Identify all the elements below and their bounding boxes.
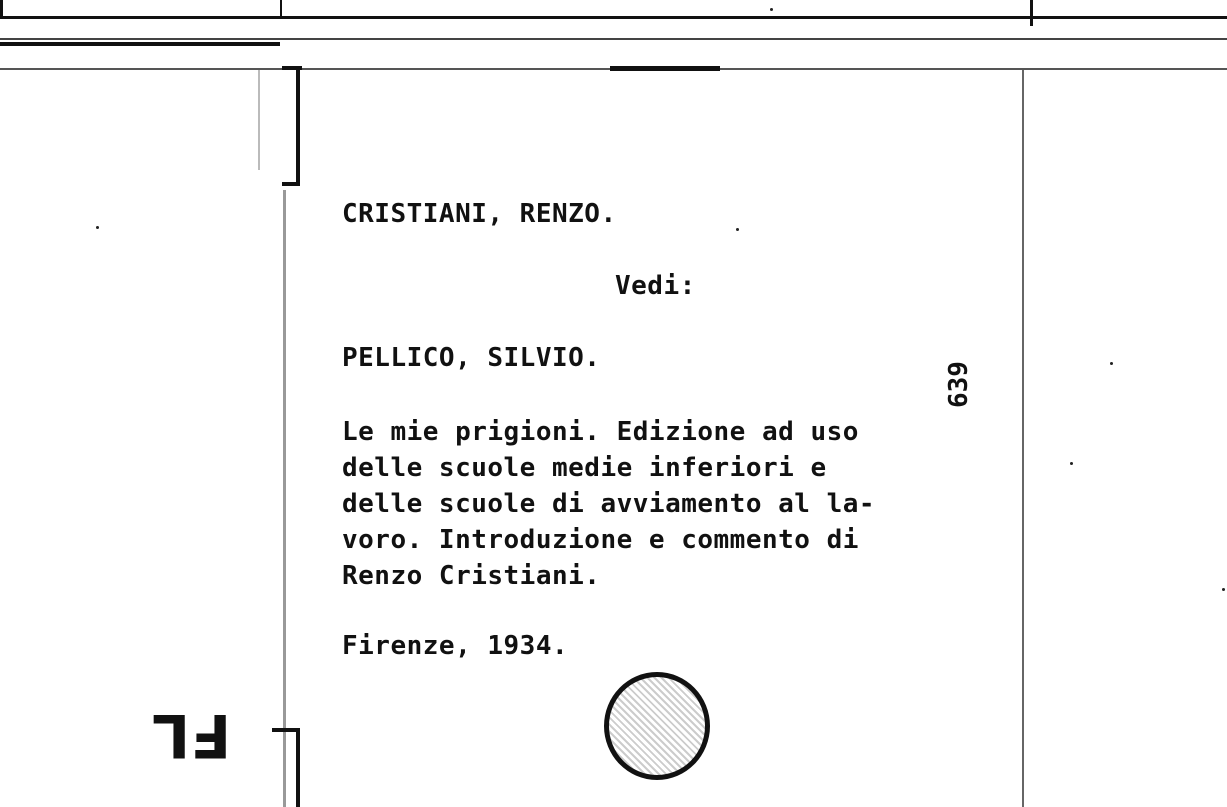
- title-line: Renzo Cristiani.: [342, 561, 601, 591]
- title-line: voro. Introduzione e commento di: [342, 525, 859, 555]
- punch-hole: [604, 672, 710, 780]
- speck: [770, 8, 773, 11]
- shelf-number: 639: [944, 361, 974, 408]
- card-left-edge-bottom: [296, 728, 300, 807]
- top-border-line-3: [0, 42, 280, 46]
- speck: [1222, 588, 1225, 591]
- card-left-bracket-top-end: [282, 182, 300, 186]
- title-line: delle scuole di avviamento al la-: [342, 489, 876, 519]
- top-right-tick: [1030, 0, 1033, 26]
- top-border-line: [0, 16, 1227, 19]
- speck: [96, 226, 99, 229]
- speck: [1110, 362, 1113, 365]
- margin-handwritten-mark: FL: [152, 700, 232, 770]
- card-right-edge: [1022, 70, 1024, 807]
- speck: [736, 228, 739, 231]
- speck: [1070, 462, 1073, 465]
- title-line: Le mie prigioni. Edizione ad uso: [342, 417, 859, 447]
- card-left-edge-outer: [258, 70, 260, 170]
- top-border-line-2: [0, 38, 1227, 40]
- imprint: Firenze, 1934.: [342, 631, 569, 661]
- card-left-edge-dotted: [283, 190, 286, 807]
- card-left-edge-top: [296, 66, 300, 186]
- top-left-tick: [0, 0, 3, 18]
- author-heading: CRISTIANI, RENZO.: [342, 199, 617, 229]
- see-target-entry: PELLICO, SILVIO.: [342, 343, 601, 373]
- see-reference-label: Vedi:: [615, 271, 696, 301]
- top-mid-tick: [280, 0, 282, 18]
- top-center-mark: [610, 66, 720, 71]
- title-line: delle scuole medie inferiori e: [342, 453, 827, 483]
